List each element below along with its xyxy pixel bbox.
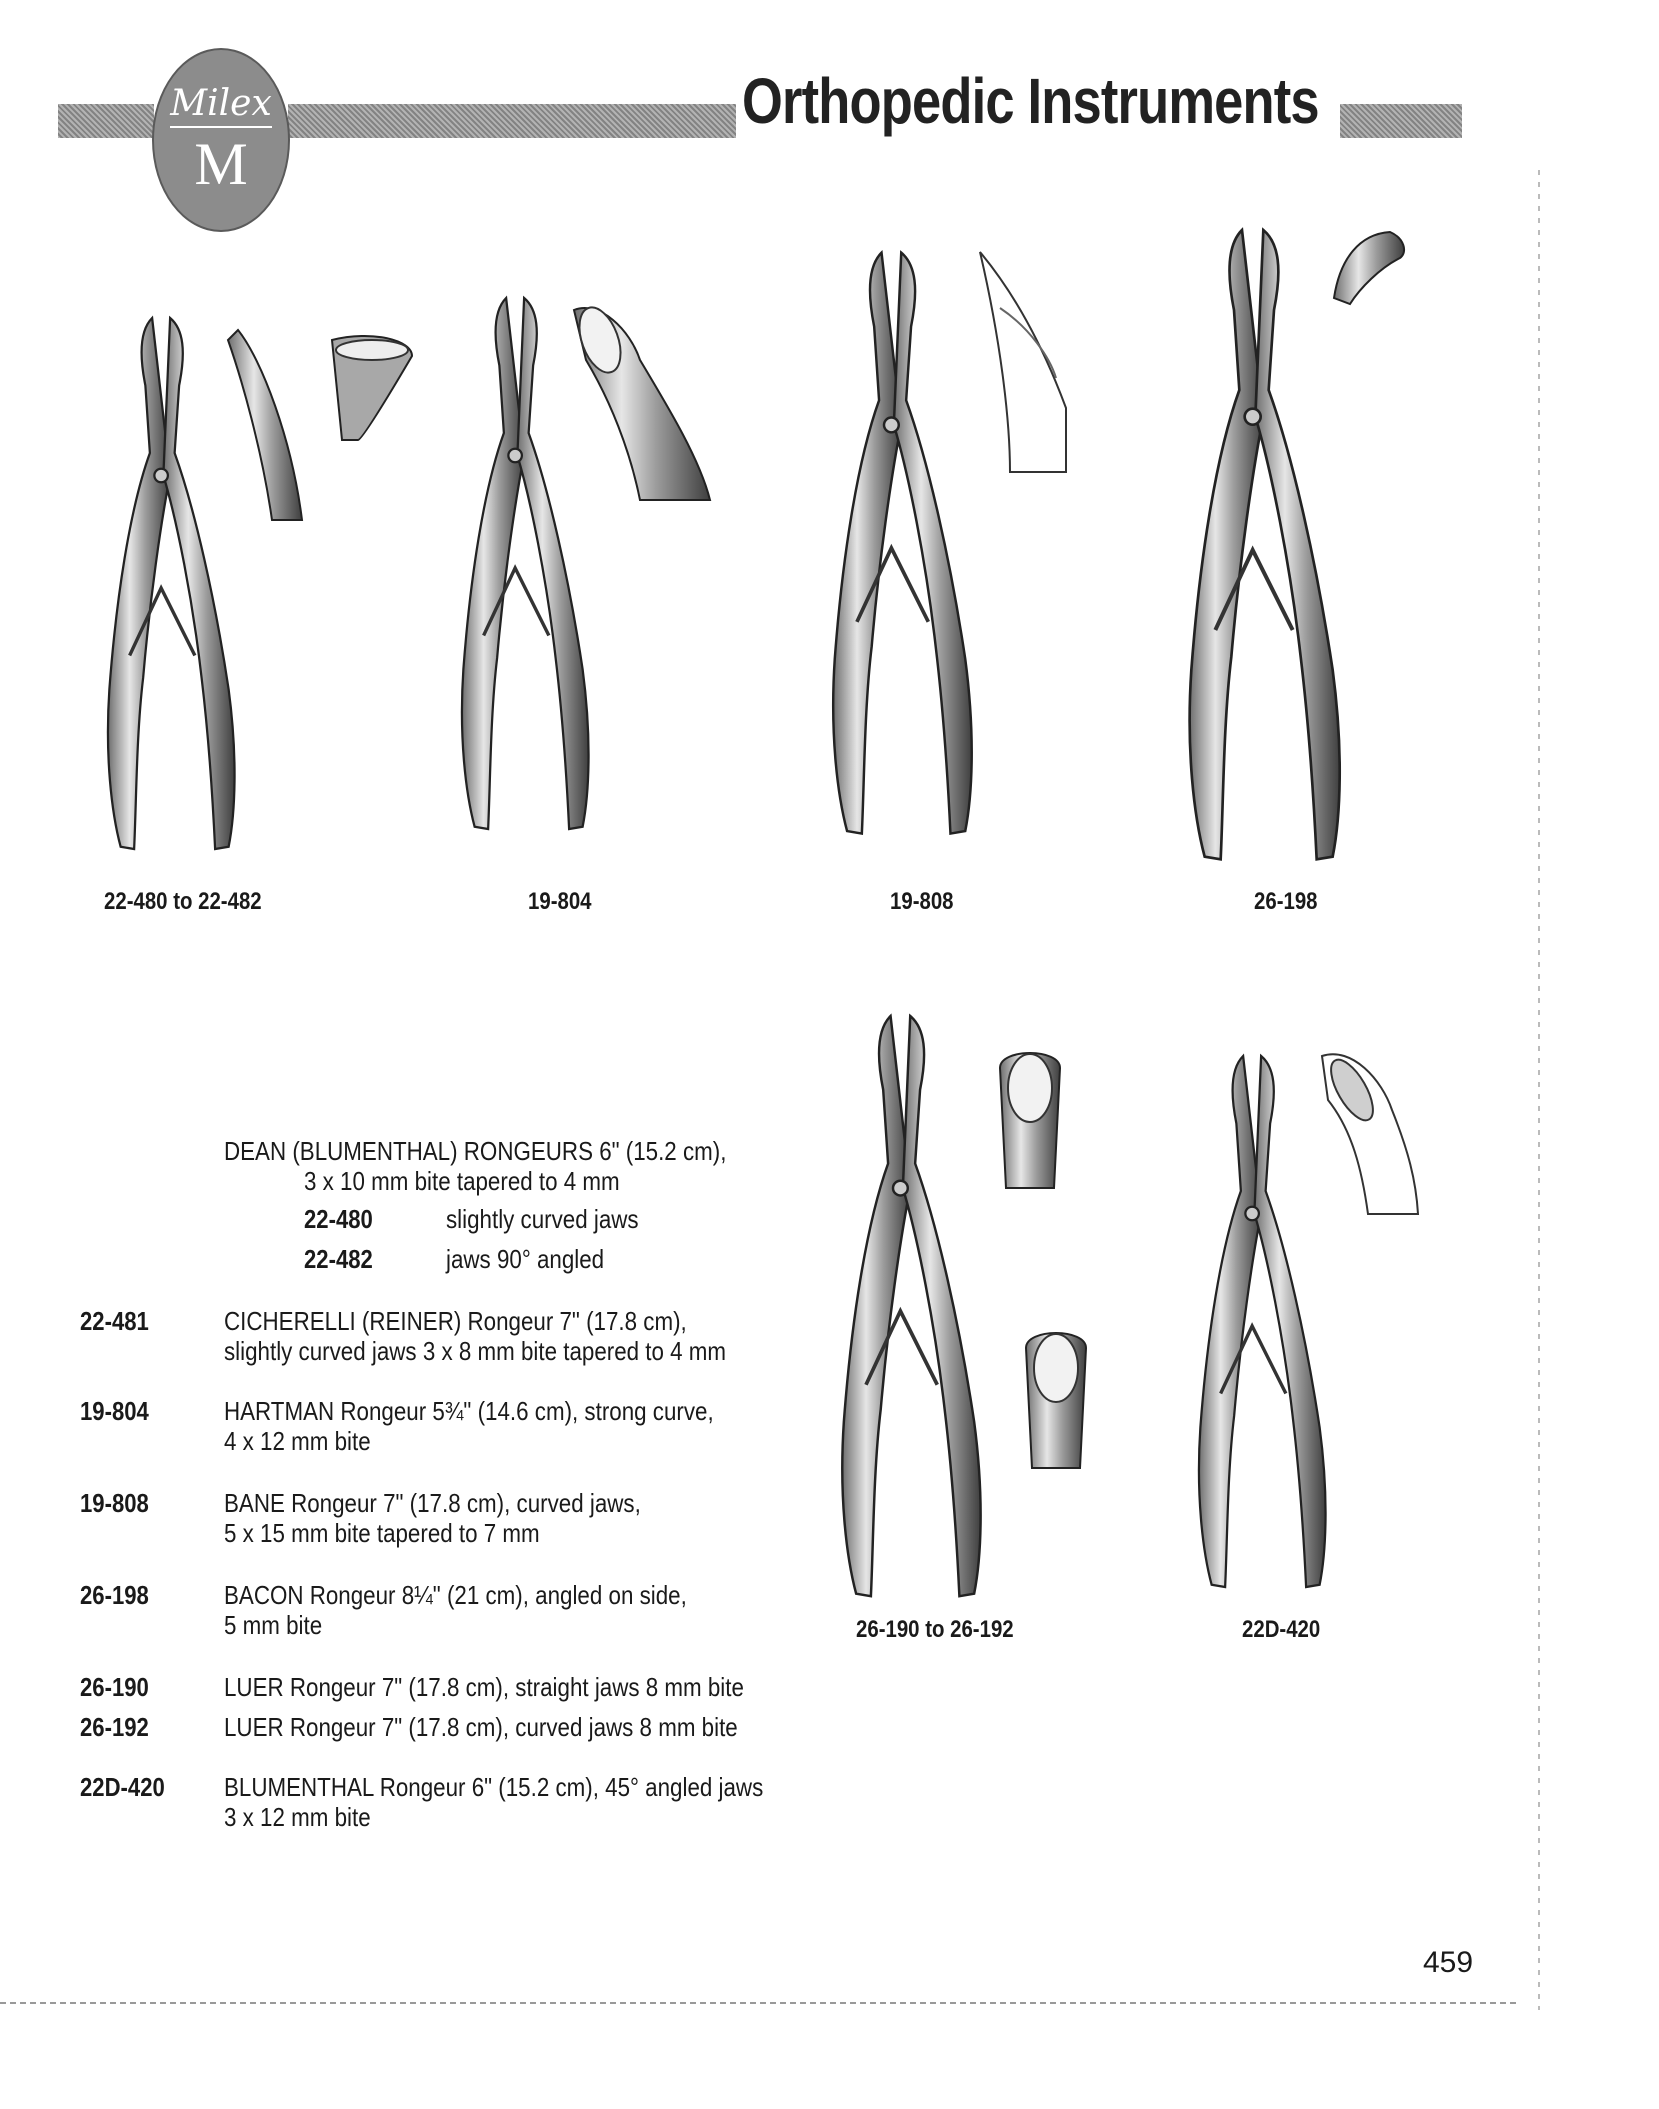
page-title: Orthopedic Instruments bbox=[742, 65, 1319, 137]
rongeur-26-198-illustration bbox=[1172, 230, 1352, 870]
header-bar-middle bbox=[288, 104, 736, 138]
jaw-detail-26-198-icon bbox=[1330, 228, 1410, 308]
item-desc-line2: slightly curved jaws 3 x 8 mm bite tapered to 4 mm bbox=[224, 1336, 727, 1366]
brand-logo bbox=[152, 48, 290, 232]
page-number: 459 bbox=[1423, 1946, 1474, 1979]
cup-detail-26-192-icon bbox=[1016, 1288, 1100, 1528]
item-code: 22D-420 bbox=[80, 1772, 165, 1802]
rongeur-26-190-illustration bbox=[824, 1016, 994, 1606]
header-bar-right bbox=[1340, 104, 1462, 138]
variant-desc: jaws 90° angled bbox=[446, 1244, 605, 1274]
variant-code: 22-482 bbox=[304, 1244, 373, 1274]
item-desc-line1: BLUMENTHAL Rongeur 6" (15.2 cm), 45° angled jaws bbox=[224, 1772, 764, 1802]
item-code: 26-190 bbox=[80, 1672, 149, 1702]
jaw-detail-22-480-icon bbox=[222, 320, 422, 580]
item-desc-line2: 4 x 12 mm bite bbox=[224, 1426, 371, 1456]
item-desc-line2: 5 x 15 mm bite tapered to 7 mm bbox=[224, 1518, 540, 1548]
item-desc-line2: 3 x 12 mm bite bbox=[224, 1802, 371, 1832]
header-bar-left bbox=[58, 104, 154, 138]
brand-letter: M bbox=[194, 131, 248, 197]
item-desc-line1: BACON Rongeur 8¼" (21 cm), angled on side, bbox=[224, 1580, 687, 1610]
item-desc-line1: CICHERELLI (REINER) Rongeur 7" (17.8 cm), bbox=[224, 1306, 687, 1336]
jaw-detail-22D-420-icon bbox=[1312, 1050, 1432, 1220]
item-desc-line1: LUER Rongeur 7" (17.8 cm), straight jaws 8 mm bite bbox=[224, 1672, 744, 1702]
figure-caption: 22D-420 bbox=[1242, 1616, 1321, 1643]
item-code: 19-804 bbox=[80, 1396, 149, 1426]
item-desc-line1: BANE Rongeur 7" (17.8 cm), curved jaws, bbox=[224, 1488, 641, 1518]
figure-caption: 26-190 to 26-192 bbox=[856, 1616, 1014, 1643]
brand-script: Milex bbox=[170, 86, 272, 128]
variant-desc: slightly curved jaws bbox=[446, 1204, 639, 1234]
figure-caption: 26-198 bbox=[1254, 888, 1318, 915]
cup-detail-26-190-icon bbox=[990, 1008, 1074, 1248]
bottom-rule bbox=[0, 2002, 1520, 2004]
item-desc-line1: HARTMAN Rongeur 5¾" (14.6 cm), strong curve, bbox=[224, 1396, 714, 1426]
item-code: 26-192 bbox=[80, 1712, 149, 1742]
item-desc-line1: LUER Rongeur 7" (17.8 cm), curved jaws 8 mm bite bbox=[224, 1712, 738, 1742]
item-desc-line2: 5 mm bite bbox=[224, 1610, 323, 1640]
rongeur-19-808-illustration bbox=[820, 248, 980, 848]
figure-caption: 19-808 bbox=[890, 888, 954, 915]
variant-code: 22-480 bbox=[304, 1204, 373, 1234]
item-code: 19-808 bbox=[80, 1488, 149, 1518]
jaw-detail-19-808-icon bbox=[970, 248, 1080, 478]
figure-caption: 22-480 to 22-482 bbox=[104, 888, 262, 915]
dean-title: DEAN (BLUMENTHAL) RONGEURS 6" (15.2 cm), bbox=[224, 1136, 727, 1166]
item-code: 26-198 bbox=[80, 1580, 149, 1610]
item-code: 22-481 bbox=[80, 1306, 149, 1336]
dean-spec: 3 x 10 mm bite tapered to 4 mm bbox=[304, 1166, 620, 1196]
jaw-detail-19-804-icon bbox=[560, 300, 720, 510]
right-margin-rule bbox=[1538, 170, 1540, 2010]
figure-caption: 19-804 bbox=[528, 888, 592, 915]
